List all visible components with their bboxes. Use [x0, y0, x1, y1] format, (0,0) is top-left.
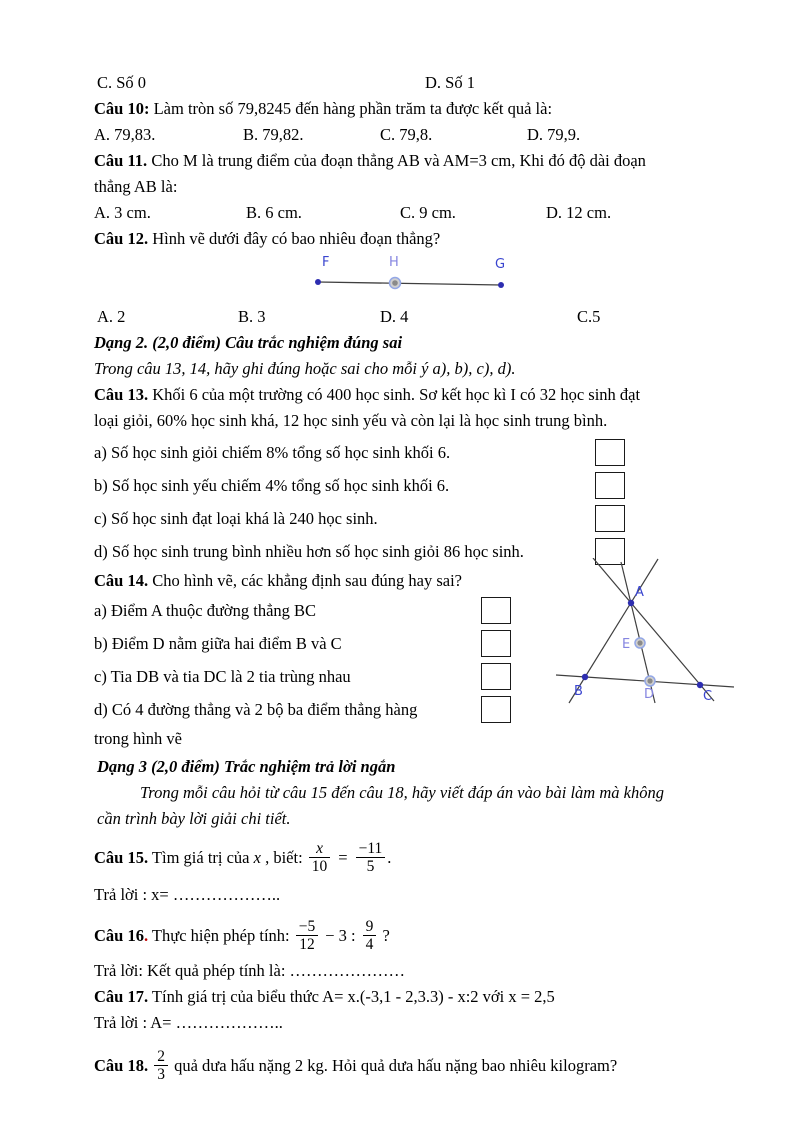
q12-figure-svg [315, 254, 525, 302]
q18-number: Câu 18. [94, 1056, 149, 1075]
q14b-checkbox[interactable] [481, 630, 511, 657]
q16-number: Câu 16 [94, 926, 144, 945]
q14c-checkbox[interactable] [481, 663, 511, 690]
q14-block [94, 568, 713, 752]
point-E-label: E [622, 637, 631, 652]
q16-pre: Thực hiện phép tính: [148, 926, 294, 945]
point-E-dot [637, 640, 642, 645]
q11-text1: Cho M là trung điểm của đoạn thẳng AB và AM=3 cm, Khi đó độ dài đoạn [147, 151, 646, 170]
section2-subtitle: Trong câu 13, 14, hãy ghi đúng hoặc sai cho mỗi ý a), b), c), d). [94, 359, 516, 378]
q16-number-dot: . [143, 926, 149, 945]
q15-fraction-1: $\frac{x}{10}$ [307, 840, 333, 875]
point-A-dot [628, 600, 634, 606]
q10-options [94, 122, 794, 148]
q12-options [94, 304, 794, 330]
q10-option-b: B. 79,82. [243, 125, 304, 144]
q12-question [94, 226, 794, 252]
point-F-dot [315, 279, 321, 285]
q11-number: Câu 11. [94, 151, 148, 170]
q12-number: Câu 12. [94, 229, 149, 248]
q13b-checkbox[interactable] [595, 472, 625, 499]
q12-option-b: B. 3 [238, 307, 266, 326]
q14-items [94, 594, 511, 726]
q14-item-a-text: a) Điểm A thuộc đường thẳng BC [94, 600, 317, 620]
q13-question-line2: loại giỏi, 60% học sinh khá, 12 học sinh yếu và còn lại là học sinh trung bình. [94, 411, 608, 430]
q15-pre: Tìm giá trị của [148, 848, 254, 867]
q11-option-c: C. 9 cm. [400, 203, 456, 222]
q12-option-a: A. 2 [97, 307, 126, 326]
q10-number: Câu 10: [94, 99, 150, 118]
section3-subtitle-line1: Trong mỗi câu hỏi từ câu 15 đến câu 18, hãy viết đáp án vào bài làm mà không [140, 783, 664, 802]
q14-item-b [94, 627, 511, 660]
q14-item-d-tail: trong hình vẽ [94, 729, 182, 748]
q14-item-d-text: d) Có 4 đường thẳng và 2 bộ ba điểm thẳng hàng [94, 699, 418, 719]
q14-number: Câu 14. [94, 571, 149, 590]
section3-title: Dạng 3 (2,0 điểm) Trắc nghiệm trả lời ngắn [97, 757, 396, 776]
q15-answer-line: Trả lời : x= ……………….. [94, 885, 281, 904]
q12-text: Hình vẽ dưới đây có bao nhiêu đoạn thẳng? [148, 229, 441, 248]
q10-question [94, 96, 794, 122]
q16-fraction-2: $\frac{9}{4}$ [361, 918, 379, 953]
q14-item-d [94, 693, 511, 726]
q18-question [94, 1044, 794, 1088]
q11-question-line1 [94, 148, 794, 174]
q11-options [94, 200, 794, 226]
q15-question [94, 836, 794, 880]
q14-item-b-text: b) Điểm D nằm giữa hai điểm B và C [94, 633, 342, 653]
q17-text: Tính giá trị của biểu thức A= x.(-3,1 - 2,3.3) - x:2 với x = 2,5 [148, 987, 555, 1006]
point-H-label: H [389, 255, 399, 270]
q16-answer-line: Trả lời: Kết quả phép tính là: ………………… [94, 961, 406, 980]
q14a-checkbox[interactable] [481, 597, 511, 624]
q14-item-c [94, 660, 511, 693]
q14d-checkbox[interactable] [481, 696, 511, 723]
q11-question-line2: thẳng AB là: [94, 177, 178, 196]
q13-item-c [94, 502, 625, 535]
section3-subtitle-line2: cần trình bày lời giải chi tiết. [97, 809, 291, 828]
q14-item-a [94, 594, 511, 627]
point-A-label: A [635, 585, 644, 600]
q14-figure [546, 558, 741, 721]
q13-item-a [94, 436, 625, 469]
q13-item-a-text: a) Số học sinh giỏi chiếm 8% tổng số học sinh khối 6. [94, 442, 451, 462]
q13-question-line1 [94, 382, 794, 408]
q12-option-d: D. 4 [380, 307, 409, 326]
q12-figure [315, 252, 794, 304]
q18-text: quả dưa hấu nặng 2 kg. Hỏi quả dưa hấu nặng bao nhiêu kilogram? [169, 1056, 618, 1075]
q14-text: Cho hình vẽ, các khẳng định sau đúng hay sai? [148, 571, 462, 590]
q17-answer-line: Trả lời : A= ……………….. [94, 1013, 283, 1032]
q15-mid: , biết: [260, 848, 307, 867]
q15-fraction-2: $\frac{-11}{5}$ [354, 840, 388, 875]
q13-items [94, 436, 625, 568]
q17-question [94, 984, 794, 1010]
q15-end: . [387, 848, 392, 867]
point-B-label: B [574, 684, 583, 699]
point-C-dot [697, 682, 703, 688]
segment-FG [318, 282, 501, 285]
q11-option-a: A. 3 cm. [94, 203, 151, 222]
q9-options-row [94, 70, 794, 96]
q16-fraction-1: $\frac{-5}{12}$ [294, 918, 321, 953]
q18-fraction: $\frac{2}{3}$ [152, 1048, 170, 1083]
q13-number: Câu 13. [94, 385, 149, 404]
q13-item-c-text: c) Số học sinh đạt loại khá là 240 học sinh. [94, 508, 378, 528]
q17-number: Câu 17. [94, 987, 149, 1006]
q13-text1: Khối 6 của một trường có 400 học sinh. Sơ kết học kì I có 32 học sinh đạt [148, 385, 641, 404]
q13a-checkbox[interactable] [595, 439, 625, 466]
q10-option-d: D. 79,9. [527, 125, 581, 144]
q11-option-b: B. 6 cm. [246, 203, 302, 222]
q15-variable: x [253, 848, 261, 867]
q13c-checkbox[interactable] [595, 505, 625, 532]
q16-question [94, 914, 794, 958]
q16-end: ? [378, 926, 390, 945]
q13-item-b [94, 469, 625, 502]
q16-operator: − 3 : [325, 926, 356, 945]
point-H-dot [392, 280, 398, 286]
section2-title: Dạng 2. (2,0 điểm) Câu trắc nghiệm đúng sai [94, 333, 403, 352]
equals-sign: = [338, 848, 348, 867]
point-D-dot [647, 678, 652, 683]
q12-option-c: C.5 [577, 307, 601, 326]
q10-option-c: C. 79,8. [380, 125, 433, 144]
point-D-label: D [644, 687, 655, 702]
q13-item-b-text: b) Số học sinh yếu chiếm 4% tổng số học sinh khối 6. [94, 475, 450, 495]
q11-option-d: D. 12 cm. [546, 203, 612, 222]
point-G-label: G [495, 257, 506, 272]
point-F-label: F [322, 255, 330, 270]
point-C-label: C [703, 689, 713, 704]
q9-option-d: D. Số 1 [425, 73, 475, 92]
point-G-dot [498, 282, 504, 288]
q13-item-d-text: d) Số học sinh trung bình nhiều hơn số học sinh giỏi 86 học sinh. [94, 541, 524, 561]
q14-item-c-text: c) Tia DB và tia DC là 2 tia trùng nhau [94, 666, 351, 686]
q15-number: Câu 15. [94, 848, 149, 867]
q9-option-c: C. Số 0 [97, 73, 147, 92]
point-B-dot [582, 674, 588, 680]
q14-figure-svg [546, 558, 741, 713]
q10-text: Làm tròn số 79,8245 đến hàng phần trăm ta được kết quả là: [149, 99, 553, 118]
q10-option-a: A. 79,83. [94, 125, 156, 144]
